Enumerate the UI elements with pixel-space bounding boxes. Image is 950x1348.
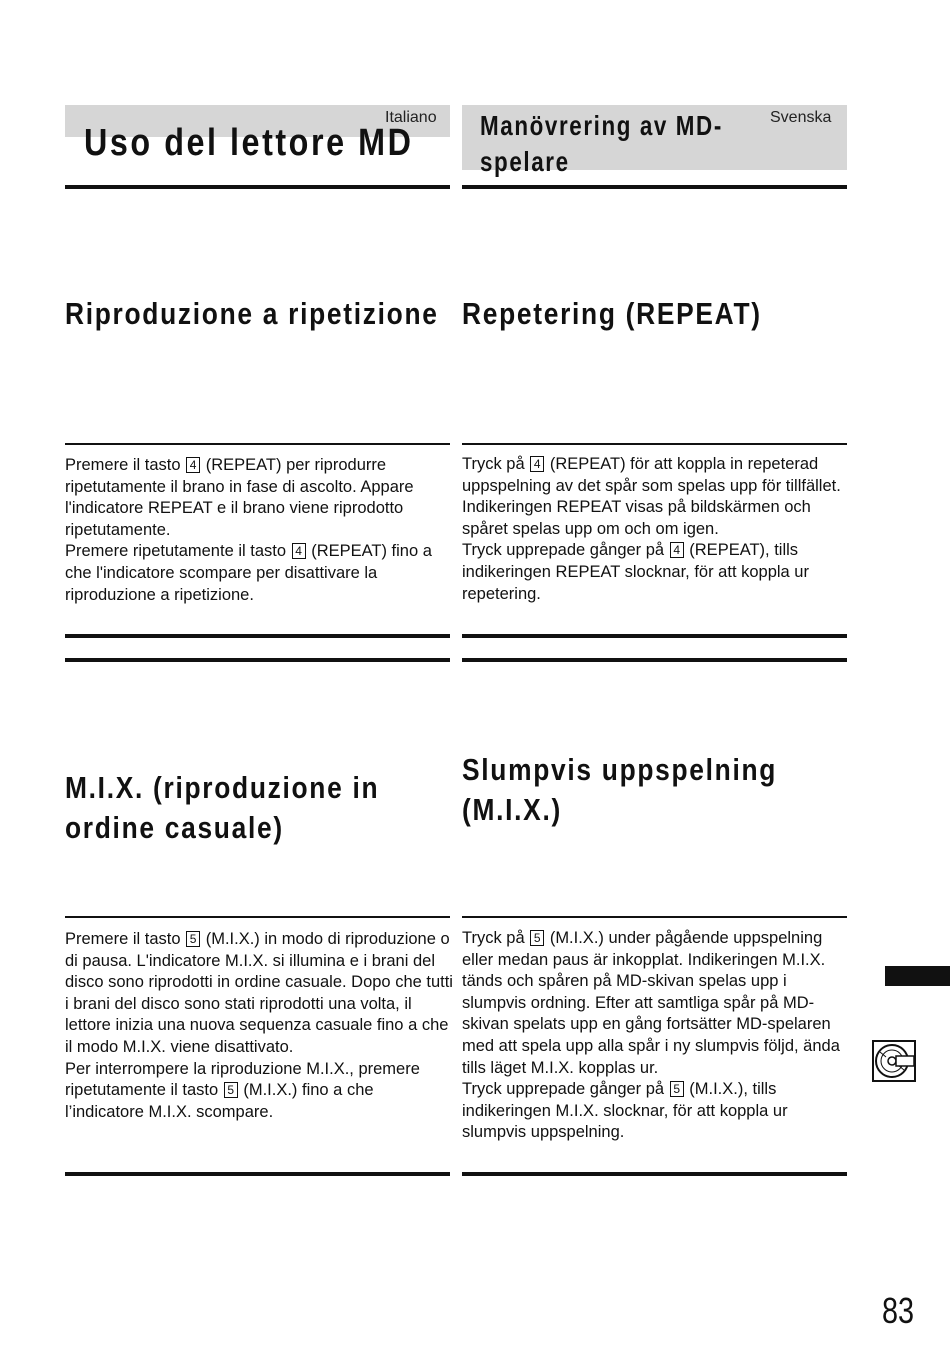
repeat-bottom-rule-italian — [65, 634, 450, 638]
repeat-title-swedish: Repetering (REPEAT) — [462, 296, 762, 331]
key-5-icon: 5 — [530, 930, 544, 946]
paragraph: Premere ripetutamente il tasto 4 (REPEAT) fino a che l'indicatore scompare per disattivare la riproduzione a ripetizione. — [65, 542, 432, 604]
mix-body-rule-italian — [65, 916, 450, 918]
key-5-icon: 5 — [186, 931, 200, 947]
key-4-icon: 4 — [292, 543, 306, 559]
key-4-icon: 4 — [670, 542, 684, 558]
mix-title-swedish: Slumpvis uppspelning (M.I.X.) — [462, 752, 778, 827]
repeat-top-rule-italian — [65, 443, 450, 445]
key-5-icon: 5 — [224, 1082, 238, 1098]
page-number: 83 — [882, 1290, 915, 1331]
mix-body-italian — [65, 929, 455, 1123]
italian-header-rule — [65, 185, 450, 189]
md-disc-icon — [872, 1040, 916, 1082]
repeat-title-italian: Riproduzione a ripetizione — [65, 296, 439, 331]
repeat-body-italian — [65, 455, 455, 606]
paragraph: Premere il tasto 5 (M.I.X.) in modo di riproduzione o di pausa. L'indicatore M.I.X. si illumina e i brani del disco sono riprodotti in ordine casuale. Dopo che tutti i brani del disco sono stati riprodotti una volta, il lettore inizia una nuova sequenza casuale fino a che il modo M.I.X. viene disattivato. — [65, 930, 453, 1056]
mix-top-rule-italian — [65, 658, 450, 662]
paragraph: Premere il tasto 4 (REPEAT) per riprodurre ripetutamente il brano in fase di ascolto. Appare l'indicatore REPEAT e il brano viene riprodotto ripetutamente. — [65, 456, 414, 539]
paragraph: Tryck på 4 (REPEAT) för att koppla in repeterad uppspelning av det spår som spelas upp för tillfället. Indikeringen REPEAT visas på bildskärmen och spåret spelas upp om och om igen. — [462, 455, 841, 538]
swedish-title-line1: Manövrering av MD- — [480, 110, 723, 141]
repeat-top-rule-swedish — [462, 443, 847, 445]
mix-bottom-rule-swedish — [462, 1172, 847, 1176]
chapter-tab-marker — [885, 966, 950, 986]
mix-top-rule-swedish — [462, 658, 847, 662]
swedish-page-title — [480, 108, 752, 180]
key-4-icon: 4 — [186, 457, 200, 473]
paragraph: Per interrompere la riproduzione M.I.X., premere ripetutamente il tasto 5 (M.I.X.) fino a che l’indicatore M.I.X. scompare. — [65, 1059, 420, 1121]
mix-body-rule-swedish — [462, 916, 847, 918]
italian-language-label: Italiano — [385, 109, 437, 126]
paragraph: Tryck på 5 (M.I.X.) under pågående uppspelning eller medan paus är inkopplat. Indikeringen M.I.X. tänds och spåren på MD-skivan spelas upp i slumpvis ordning. Efter att samtliga spår på MD-skivan spelats upp en gång fortsätter MD-spelaren med att spela upp alla spår i ny slumpvis följd, ända tills läget M.I.X. kopplas ur. — [462, 929, 840, 1077]
paragraph: Tryck upprepade gånger på 4 (REPEAT), tills indikeringen REPEAT slocknar, för att koppla ur repetering. — [462, 541, 809, 603]
swedish-header-rule — [462, 185, 847, 189]
mix-body-swedish — [462, 928, 847, 1144]
repeat-bottom-rule-swedish — [462, 634, 847, 638]
italian-page-title: Uso del lettore MD — [84, 122, 414, 164]
key-4-icon: 4 — [530, 456, 544, 472]
swedish-language-label: Svenska — [770, 109, 832, 126]
key-5-icon: 5 — [670, 1081, 684, 1097]
paragraph: Tryck upprepade gånger på 5 (M.I.X.), tills indikeringen M.I.X. slocknar, för att koppla ur slumpvis uppspelning. — [462, 1080, 788, 1142]
mix-bottom-rule-italian — [65, 1172, 450, 1176]
mix-title-italian: M.I.X. (riproduzione in ordine casuale) — [65, 770, 380, 845]
repeat-body-swedish — [462, 454, 847, 605]
swedish-title-line2: spelare — [480, 146, 570, 177]
